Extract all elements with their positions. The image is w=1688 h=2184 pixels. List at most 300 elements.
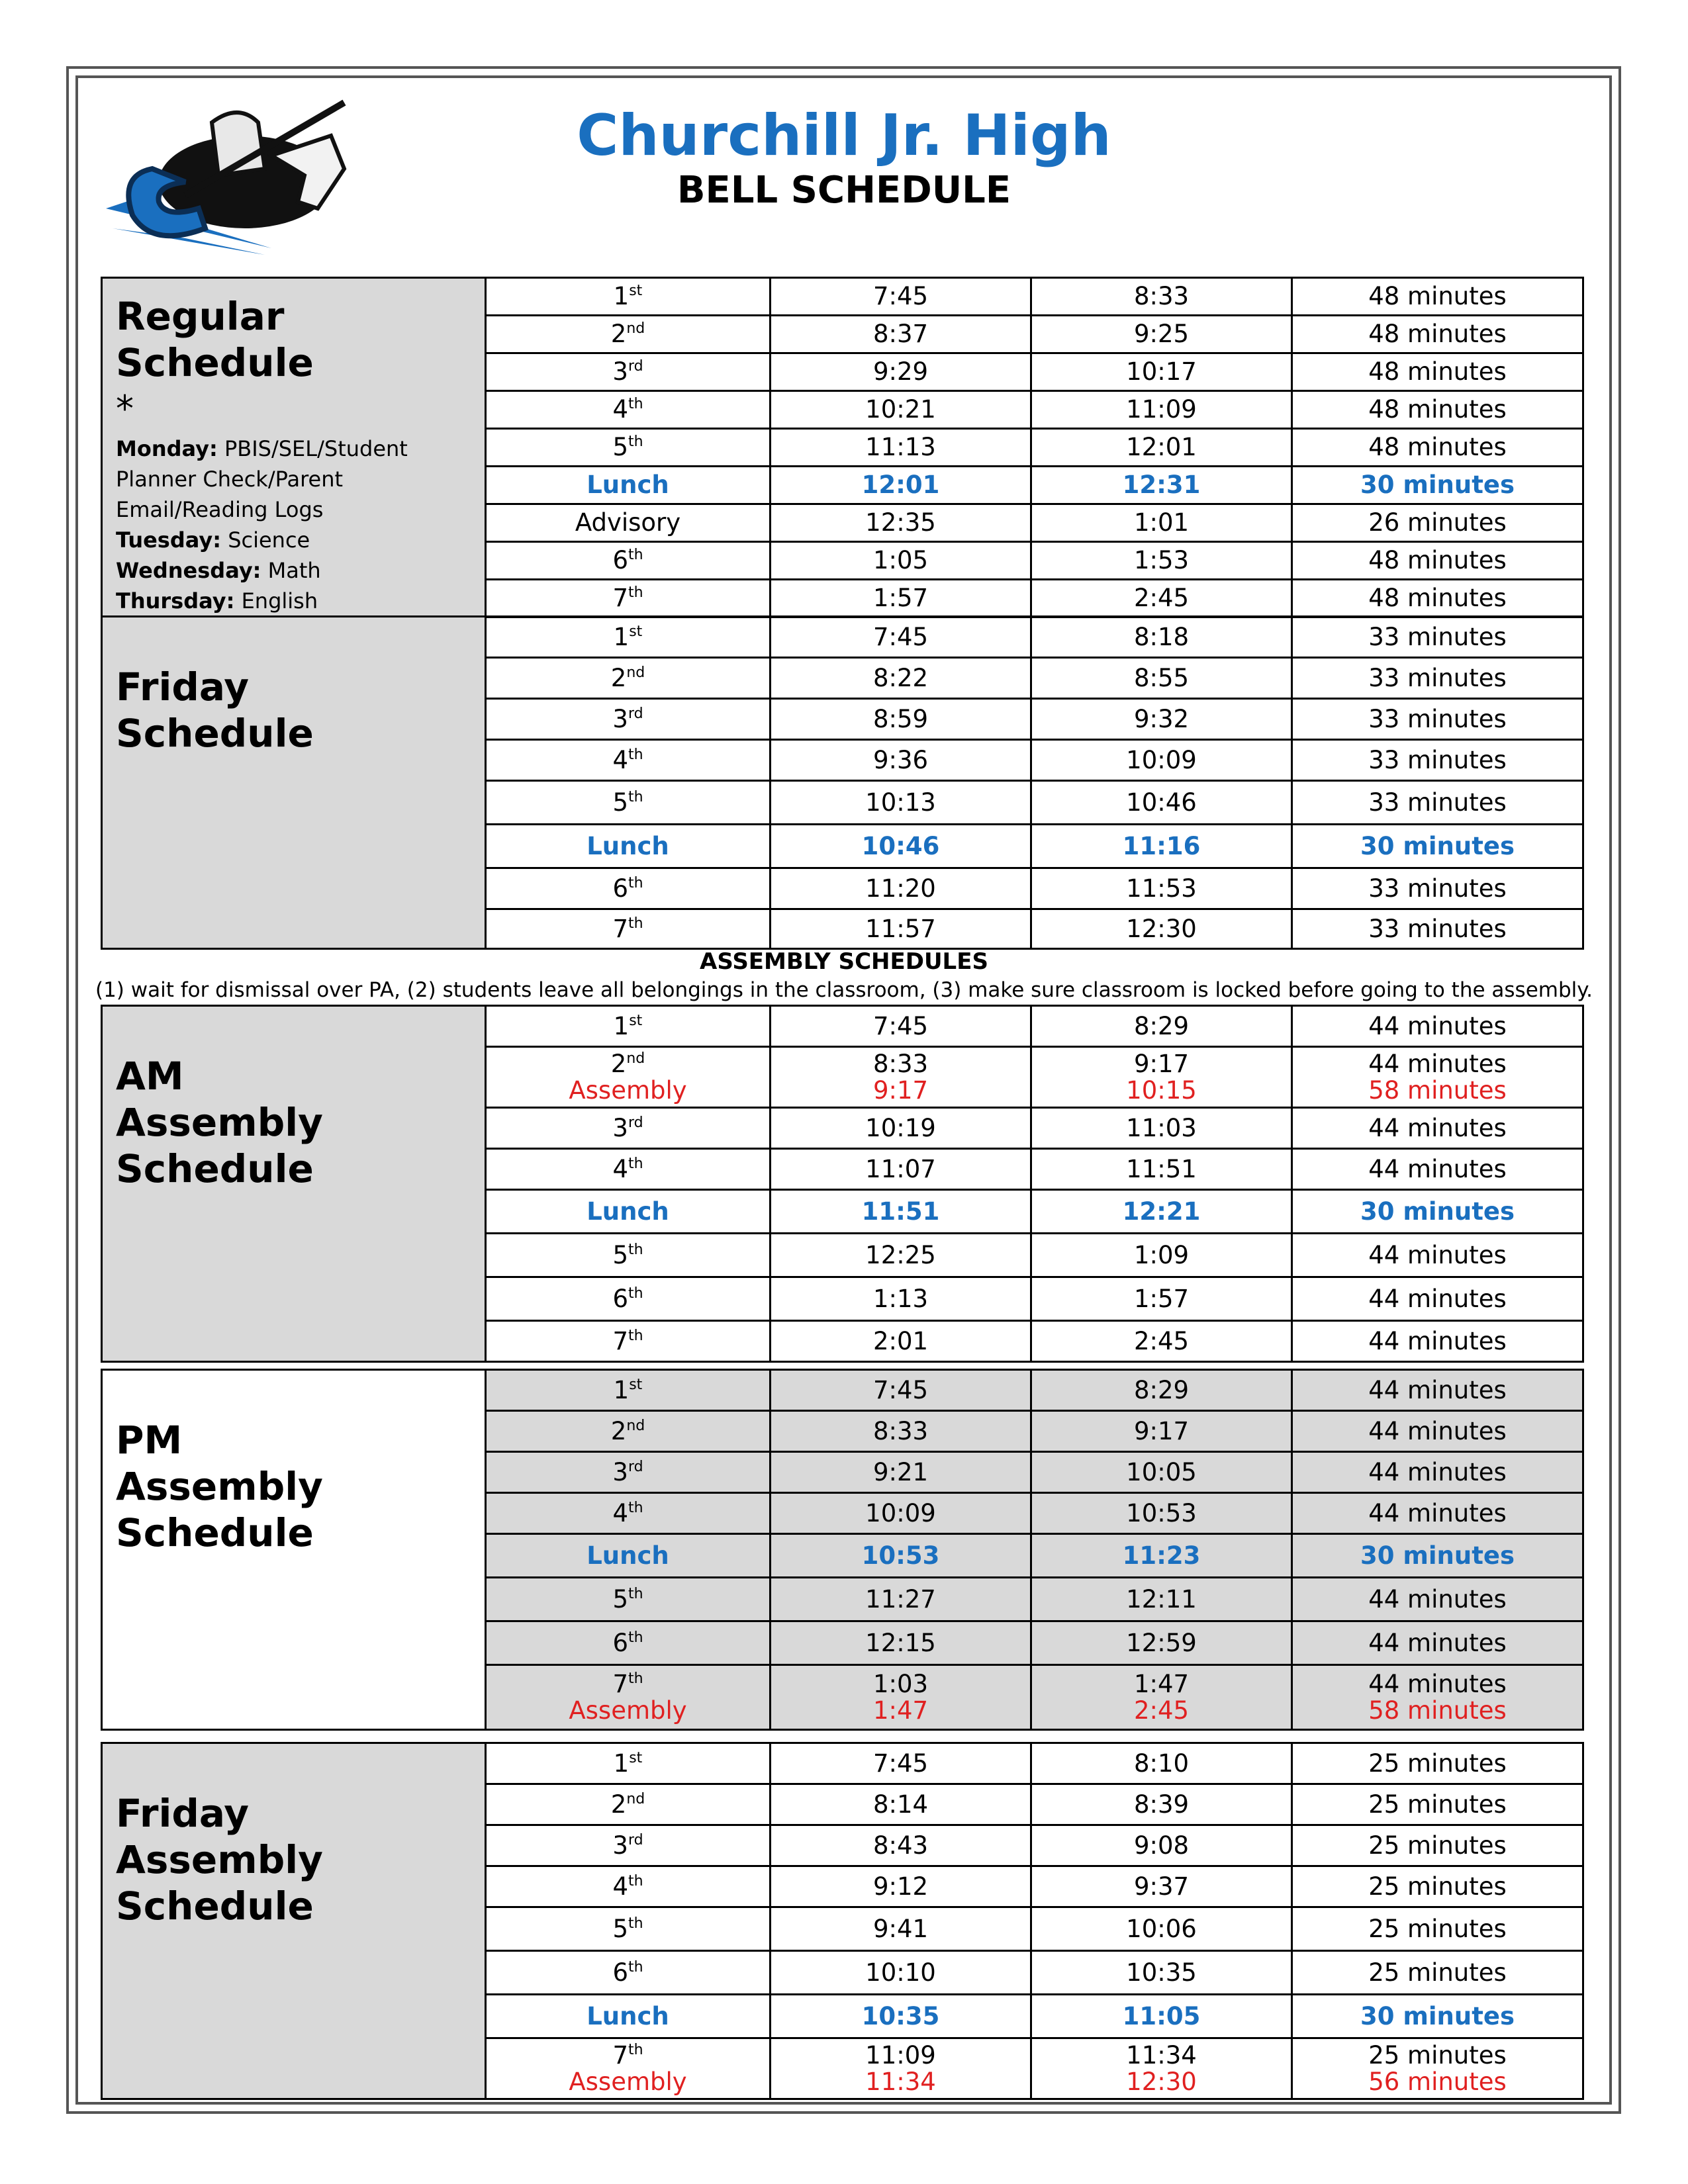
duration-value: 26 minutes	[1368, 508, 1507, 537]
start-value: 11:20	[865, 874, 936, 903]
start-cell	[771, 391, 1031, 429]
end-cell	[1031, 909, 1292, 949]
start-value: 10:46	[861, 831, 940, 860]
duration-value: 25 minutes	[1368, 1958, 1507, 1987]
duration-value: 44 minutes	[1368, 1457, 1507, 1486]
duration-value: 44 minutes	[1368, 1628, 1507, 1657]
start-value: 11:09	[865, 2040, 936, 2070]
duration-value: 33 minutes	[1368, 874, 1507, 903]
ordinal-suffix: th	[628, 547, 643, 563]
start-cell	[771, 868, 1031, 909]
start-cell	[771, 429, 1031, 467]
start-value: 10:53	[861, 1541, 940, 1570]
duration-cell	[1292, 781, 1583, 825]
end-cell	[1031, 1951, 1292, 1995]
duration-cell	[1292, 278, 1583, 316]
period-number: 2	[610, 1790, 627, 1819]
duration-value: 30 minutes	[1360, 2001, 1515, 2030]
start-cell	[771, 658, 1031, 699]
duration-cell	[1292, 1149, 1583, 1190]
ordinal-suffix: th	[628, 584, 643, 601]
duration-cell	[1292, 542, 1583, 580]
end-value: 9:17	[1133, 1049, 1190, 1078]
end-cell	[1031, 1578, 1292, 1621]
start-value: 11:13	[865, 433, 936, 461]
start-cell	[771, 1743, 1031, 1784]
start-value: 11:27	[865, 1584, 936, 1614]
end-cell	[1031, 1534, 1292, 1578]
duration-cell	[1292, 1321, 1583, 1362]
start-cell	[771, 781, 1031, 825]
period-number: 7	[612, 1326, 628, 1355]
ordinal-suffix: th	[628, 1155, 643, 1172]
duration-cell	[1292, 1047, 1583, 1108]
start-cell	[771, 1452, 1031, 1493]
period-number: 3	[612, 1113, 628, 1142]
weekday-note-text: English	[241, 588, 318, 614]
end-cell	[1031, 1006, 1292, 1047]
period-number: 1	[613, 1749, 630, 1778]
duration-cell	[1292, 617, 1583, 658]
start-cell	[771, 909, 1031, 949]
period-label	[487, 510, 769, 536]
end-cell	[1031, 467, 1292, 504]
start-value: 10:09	[865, 1498, 936, 1527]
schedule-title: Friday Schedule	[116, 664, 314, 756]
table-row	[102, 1743, 1583, 1784]
period-number: 3	[612, 357, 628, 386]
duration-value: 44 minutes	[1368, 1113, 1507, 1142]
schedule-label	[102, 1006, 486, 1362]
start-cell	[771, 1047, 1031, 1108]
end-cell	[1031, 1321, 1292, 1362]
period-number: 3	[612, 1457, 628, 1486]
period-cell	[486, 1743, 771, 1784]
end-cell	[1031, 1047, 1292, 1108]
end-cell	[1031, 1149, 1292, 1190]
start-cell	[771, 825, 1031, 868]
period-label	[487, 1156, 769, 1183]
start-value: 10:35	[861, 2001, 940, 2030]
assembly-end: 12:30	[1126, 2067, 1197, 2096]
period-label	[487, 1051, 769, 1077]
ordinal-suffix: th	[628, 1327, 643, 1344]
period-label	[487, 1115, 769, 1142]
period-label	[487, 747, 769, 774]
end-value: 12:01	[1126, 433, 1197, 461]
duration-cell	[1292, 1784, 1583, 1825]
period-number: 5	[612, 788, 628, 817]
ordinal-suffix: nd	[626, 1050, 645, 1067]
period-label	[487, 1833, 769, 1859]
period-cell	[486, 1493, 771, 1534]
period-number: 3	[612, 704, 628, 733]
duration-cell	[1292, 1665, 1583, 1730]
duration-value: 44 minutes	[1368, 1049, 1507, 1078]
duration-cell	[1292, 504, 1583, 542]
end-cell	[1031, 1277, 1292, 1321]
ordinal-suffix: th	[628, 915, 643, 932]
duration-value: 48 minutes	[1368, 320, 1507, 348]
period-label	[487, 321, 769, 347]
period-cell	[486, 1411, 771, 1452]
schedule-table-regular	[101, 277, 1584, 618]
period-number: Lunch	[586, 831, 669, 860]
period-label	[487, 665, 769, 692]
start-value: 12:01	[861, 471, 940, 499]
start-value: 7:45	[872, 1375, 929, 1404]
ordinal-suffix: th	[628, 2041, 643, 2058]
period-number: 5	[612, 1914, 628, 1943]
schedule-table-friday-assembly	[101, 1742, 1584, 2100]
end-value: 1:47	[1133, 1669, 1190, 1698]
end-cell	[1031, 1866, 1292, 1907]
period-number: Lunch	[586, 2001, 669, 2030]
period-label	[487, 1459, 769, 1486]
duration-cell	[1292, 1411, 1583, 1452]
ordinal-suffix: st	[629, 1376, 643, 1393]
duration-value: 25 minutes	[1368, 1749, 1507, 1778]
period-number: 2	[610, 1416, 627, 1445]
start-value: 10:13	[865, 788, 936, 817]
duration-value: 30 minutes	[1360, 831, 1515, 860]
start-value: 8:59	[872, 704, 929, 733]
period-cell	[486, 825, 771, 868]
start-value: 9:41	[872, 1914, 929, 1943]
end-value: 12:31	[1122, 471, 1201, 499]
period-label	[487, 547, 769, 574]
end-value: 11:09	[1126, 395, 1197, 424]
start-cell	[771, 1995, 1031, 2038]
start-cell	[771, 1866, 1031, 1907]
period-cell	[486, 740, 771, 781]
duration-value: 44 minutes	[1368, 1669, 1507, 1698]
assembly-period: Assembly	[569, 1696, 687, 1725]
duration-value: 48 minutes	[1368, 282, 1507, 310]
period-cell	[486, 658, 771, 699]
period-cell	[486, 909, 771, 949]
period-cell	[486, 1277, 771, 1321]
assembly-start: 1:47	[872, 1696, 929, 1725]
period-cell	[486, 1108, 771, 1149]
start-value: 8:22	[872, 663, 929, 692]
duration-cell	[1292, 1743, 1583, 1784]
table-row	[102, 617, 1583, 658]
end-value: 2:45	[1133, 584, 1190, 612]
start-cell	[771, 1493, 1031, 1534]
end-cell	[1031, 1108, 1292, 1149]
period-label	[487, 1328, 769, 1355]
period-cell	[486, 1665, 771, 1730]
start-cell	[771, 1108, 1031, 1149]
period-number: 7	[612, 2040, 628, 2070]
page-subtitle: BELL SCHEDULE	[677, 169, 1011, 212]
start-value: 1:03	[872, 1669, 929, 1698]
assembly-note: (1) wait for dismissal over PA, (2) students leave all belongings in the classroom, (3) make sure classroom is locked before going to the assembly.	[95, 978, 1593, 1002]
start-cell	[771, 504, 1031, 542]
start-value: 11:51	[861, 1197, 940, 1226]
ordinal-suffix: th	[628, 1499, 643, 1516]
duration-cell	[1292, 1951, 1583, 1995]
period-label	[487, 1916, 769, 1942]
period-label	[487, 1543, 769, 1569]
duration-value: 44 minutes	[1368, 1584, 1507, 1614]
schedule-label	[102, 617, 486, 949]
end-cell	[1031, 1784, 1292, 1825]
end-value: 12:30	[1126, 914, 1197, 943]
period-cell	[486, 1321, 771, 1362]
duration-cell	[1292, 740, 1583, 781]
end-value: 8:18	[1133, 622, 1190, 651]
asterisk-mark: *	[116, 388, 134, 430]
period-number: 3	[612, 1831, 628, 1860]
start-value: 8:33	[872, 1416, 929, 1445]
period-cell	[486, 2038, 771, 2099]
weekday-note	[116, 555, 420, 586]
start-value: 12:25	[865, 1240, 936, 1269]
end-cell	[1031, 1411, 1292, 1452]
end-value: 8:29	[1133, 1011, 1190, 1040]
end-value: 10:06	[1126, 1914, 1197, 1943]
duration-value: 44 minutes	[1368, 1375, 1507, 1404]
period-number: 4	[612, 395, 628, 424]
period-number: 2	[610, 1049, 627, 1078]
end-value: 9:25	[1133, 320, 1190, 348]
period-cell	[486, 580, 771, 617]
period-cell	[486, 353, 771, 391]
period-cell	[486, 278, 771, 316]
end-cell	[1031, 391, 1292, 429]
end-value: 12:21	[1122, 1197, 1201, 1226]
start-cell	[771, 2038, 1031, 2099]
end-value: 10:35	[1126, 1958, 1197, 1987]
end-value: 12:11	[1126, 1584, 1197, 1614]
start-value: 1:05	[872, 546, 929, 574]
period-label	[487, 1013, 769, 1040]
duration-value: 33 minutes	[1368, 788, 1507, 817]
start-cell	[771, 1784, 1031, 1825]
assembly-start: 11:34	[865, 2067, 936, 2096]
end-cell	[1031, 278, 1292, 316]
period-label	[487, 1874, 769, 1900]
period-number: 6	[612, 1284, 628, 1313]
end-value: 10:17	[1126, 357, 1197, 386]
period-label	[487, 434, 769, 461]
weekday-name: Monday:	[116, 436, 218, 461]
start-value: 10:21	[865, 395, 936, 424]
start-value: 7:45	[872, 1749, 929, 1778]
period-label	[487, 2042, 769, 2069]
period-number: Lunch	[586, 1541, 669, 1570]
period-cell	[486, 1621, 771, 1665]
assembly-period: Assembly	[569, 1075, 687, 1105]
schedule-label	[102, 1370, 486, 1730]
start-value: 1:13	[872, 1284, 929, 1313]
table-row	[102, 1370, 1583, 1411]
duration-cell	[1292, 1534, 1583, 1578]
weekday-note-text: PBIS/SEL/Student Planner Check/Parent Email/Reading Logs	[116, 436, 408, 522]
duration-value: 48 minutes	[1368, 357, 1507, 386]
period-cell	[486, 1534, 771, 1578]
duration-value: 44 minutes	[1368, 1498, 1507, 1527]
ordinal-suffix: nd	[626, 664, 645, 681]
ordinal-suffix: th	[628, 433, 643, 450]
start-cell	[771, 278, 1031, 316]
period-label	[487, 1586, 769, 1613]
period-cell	[486, 1047, 771, 1108]
ordinal-suffix: rd	[628, 705, 643, 722]
schedule-title: PM Assembly Schedule	[116, 1418, 323, 1555]
ordinal-suffix: th	[628, 1585, 643, 1602]
start-cell	[771, 1006, 1031, 1047]
period-label	[487, 1751, 769, 1777]
end-value: 1:01	[1133, 508, 1190, 537]
duration-cell	[1292, 868, 1583, 909]
end-value: 11:34	[1126, 2040, 1197, 2070]
period-label	[487, 1418, 769, 1445]
duration-value: 44 minutes	[1368, 1326, 1507, 1355]
duration-value: 33 minutes	[1368, 704, 1507, 733]
end-value: 10:09	[1126, 745, 1197, 774]
end-cell	[1031, 1234, 1292, 1277]
start-cell	[771, 316, 1031, 353]
duration-value: 48 minutes	[1368, 395, 1507, 424]
period-cell	[486, 429, 771, 467]
start-value: 11:07	[865, 1154, 936, 1183]
start-value: 12:15	[865, 1628, 936, 1657]
page-title: Churchill Jr. High	[577, 103, 1111, 169]
period-number: 1	[613, 282, 630, 310]
period-number: 4	[612, 745, 628, 774]
end-cell	[1031, 1370, 1292, 1411]
end-value: 8:39	[1133, 1790, 1190, 1819]
duration-cell	[1292, 580, 1583, 617]
weekday-note-text: Science	[228, 527, 310, 553]
ordinal-suffix: nd	[626, 1790, 645, 1807]
start-cell	[771, 699, 1031, 740]
end-value: 8:29	[1133, 1375, 1190, 1404]
period-cell	[486, 1190, 771, 1234]
duration-cell	[1292, 1621, 1583, 1665]
ordinal-suffix: th	[628, 1958, 643, 1976]
period-number: Lunch	[586, 1197, 669, 1226]
duration-cell	[1292, 429, 1583, 467]
period-label	[487, 1286, 769, 1312]
end-value: 11:05	[1122, 2001, 1201, 2030]
schedule-title: Friday Assembly Schedule	[116, 1791, 323, 1929]
schedule-label	[102, 278, 486, 617]
duration-cell	[1292, 1493, 1583, 1534]
end-cell	[1031, 1665, 1292, 1730]
period-cell	[486, 1825, 771, 1866]
period-label	[487, 2003, 769, 2030]
assembly-end: 10:15	[1126, 1075, 1197, 1105]
start-value: 10:19	[865, 1113, 936, 1142]
duration-cell	[1292, 1907, 1583, 1951]
start-cell	[771, 1665, 1031, 1730]
weekday-name: Tuesday:	[116, 527, 222, 553]
start-cell	[771, 1370, 1031, 1411]
period-number: 1	[613, 1011, 630, 1040]
start-value: 12:35	[865, 508, 936, 537]
period-cell	[486, 1866, 771, 1907]
end-cell	[1031, 1743, 1292, 1784]
period-label	[487, 1630, 769, 1657]
duration-value: 44 minutes	[1368, 1154, 1507, 1183]
period-cell	[486, 699, 771, 740]
start-value: 8:33	[872, 1049, 929, 1078]
duration-value: 30 minutes	[1360, 1541, 1515, 1570]
end-value: 11:23	[1122, 1541, 1201, 1570]
start-value: 9:12	[872, 1872, 929, 1901]
end-cell	[1031, 740, 1292, 781]
period-number: 2	[610, 663, 627, 692]
end-cell	[1031, 1452, 1292, 1493]
schedule-title: AM Assembly Schedule	[116, 1054, 323, 1191]
period-cell	[486, 1452, 771, 1493]
start-cell	[771, 1621, 1031, 1665]
end-value: 10:53	[1126, 1498, 1197, 1527]
duration-cell	[1292, 1234, 1583, 1277]
ordinal-suffix: th	[628, 1629, 643, 1646]
period-number: 5	[612, 1240, 628, 1269]
end-cell	[1031, 617, 1292, 658]
period-number: 1	[613, 1375, 630, 1404]
schedule-table-pm-assembly	[101, 1369, 1584, 1731]
end-cell	[1031, 1995, 1292, 2038]
ordinal-suffix: th	[628, 396, 643, 412]
period-label	[487, 359, 769, 385]
schedule-table-friday	[101, 615, 1584, 950]
period-number: 7	[612, 584, 628, 612]
end-value: 9:37	[1133, 1872, 1190, 1901]
end-value: 1:09	[1133, 1240, 1190, 1269]
start-cell	[771, 1277, 1031, 1321]
start-cell	[771, 1411, 1031, 1452]
end-cell	[1031, 1190, 1292, 1234]
weekday-name: Wednesday:	[116, 558, 261, 583]
start-value: 10:10	[865, 1958, 936, 1987]
start-cell	[771, 1951, 1031, 1995]
ordinal-suffix: st	[629, 1012, 643, 1029]
duration-value: 44 minutes	[1368, 1416, 1507, 1445]
end-value: 9:32	[1133, 704, 1190, 733]
ordinal-suffix: th	[628, 1670, 643, 1687]
end-value: 9:08	[1133, 1831, 1190, 1860]
duration-cell	[1292, 699, 1583, 740]
period-label	[487, 833, 769, 860]
end-value: 8:55	[1133, 663, 1190, 692]
schedule-label	[102, 1743, 486, 2099]
end-value: 12:59	[1126, 1628, 1197, 1657]
period-cell	[486, 781, 771, 825]
duration-cell	[1292, 1825, 1583, 1866]
assembly-period: Assembly	[569, 2067, 687, 2096]
end-cell	[1031, 316, 1292, 353]
period-cell	[486, 1907, 771, 1951]
start-value: 7:45	[872, 1011, 929, 1040]
end-cell	[1031, 699, 1292, 740]
duration-value: 44 minutes	[1368, 1011, 1507, 1040]
period-label	[487, 1671, 769, 1698]
end-value: 10:05	[1126, 1457, 1197, 1486]
end-cell	[1031, 868, 1292, 909]
end-cell	[1031, 429, 1292, 467]
end-value: 1:57	[1133, 1284, 1190, 1313]
period-cell	[486, 504, 771, 542]
ordinal-suffix: rd	[628, 358, 643, 375]
schedule-table-am-assembly	[101, 1005, 1584, 1363]
